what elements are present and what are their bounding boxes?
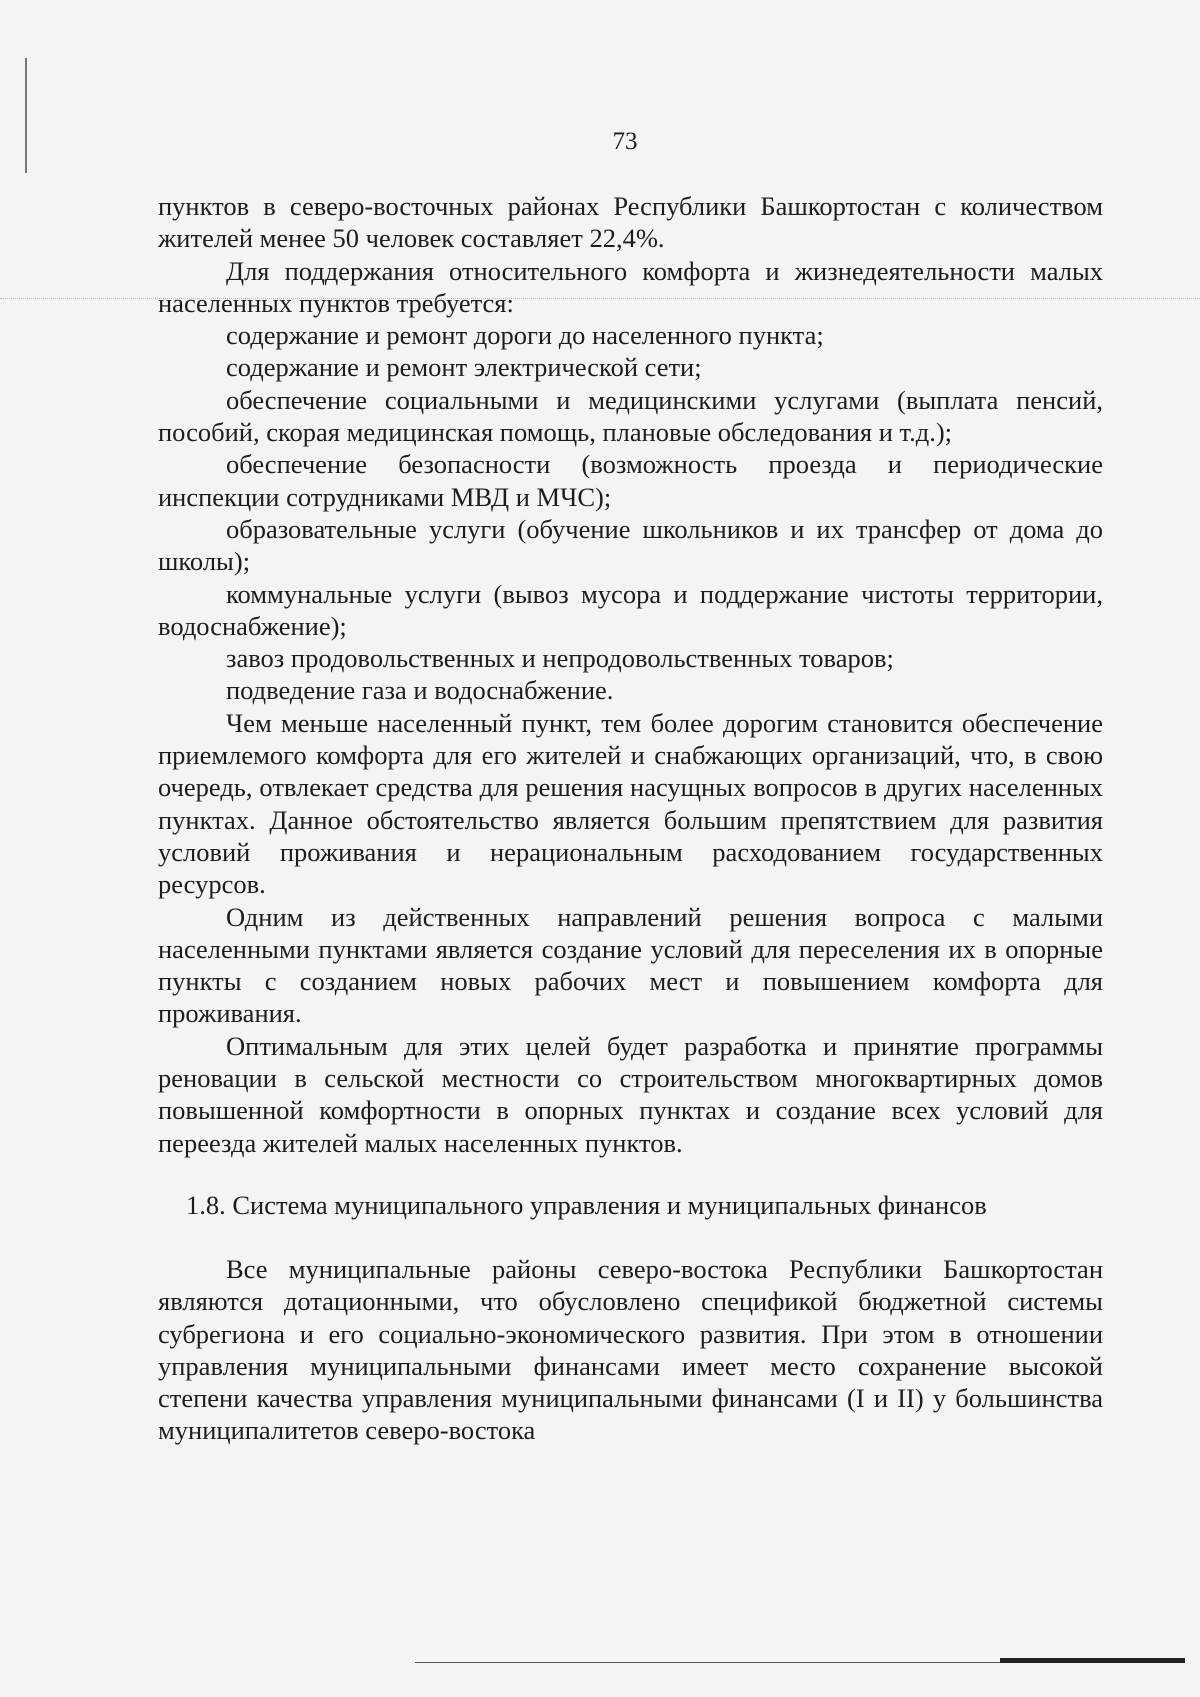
section-heading: 1.8. Система муниципального управления и муниципальных финансов	[186, 1189, 987, 1220]
footer-rule-thin	[415, 1662, 1000, 1663]
paragraph: Чем меньше населенный пункт, тем более дорогим становится обеспечение приемлемого комфорта для его жителей и снабжающих организаций, что, в свою очередь, отвлекает средства для решения насущных вопросов в других населенных пунктах. Данное обстоятельство является большим препятствием для развития условий проживания и нерациональным расходованием государственных ресурсов.	[158, 707, 1103, 900]
paragraphs-after-heading	[158, 1253, 1103, 1447]
paragraph: обеспечение безопасности (возможность проезда и периодические инспекции сотрудниками МВД и МЧС);	[158, 449, 1103, 512]
paragraph: Все муниципальные районы северо-востока Республики Башкортостан являются дотационными, что обусловлено спецификой бюджетной системы субрегиона и его социально-экономического развития. При этом в отношении управления муниципальными финансами имеет место сохранение высокой степени качества управления муниципальными финансами (I и II) у большинства муниципалитетов северо-востока	[158, 1253, 1103, 1446]
paragraph: содержание и ремонт электрической сети;	[226, 352, 702, 383]
document-body	[158, 190, 1103, 1447]
footer-rule-thick	[1000, 1658, 1185, 1663]
paragraph: содержание и ремонт дороги до населенного пункта;	[226, 320, 824, 351]
paragraph: завоз продовольственных и непродовольственных товаров;	[226, 643, 894, 674]
paragraph: пунктов в северо-восточных районах Республики Башкортостан с количеством жителей менее 50 человек составляет 22,4%.	[158, 191, 1103, 254]
paragraph: коммунальные услуги (вывоз мусора и поддержание чистоты территории, водоснабжение);	[158, 578, 1103, 641]
paragraph: обеспечение социальными и медицинскими услугами (выплата пенсий, пособий, скорая медицинская помощь, плановые обследования и т.д.);	[158, 384, 1103, 448]
page-number: 73	[612, 128, 638, 155]
paragraph: Одним из действенных направлений решения вопроса с малыми населенными пунктами является создание условий для переселения их в опорные пункты с созданием новых рабочих мест и повышением комфорта для проживания.	[158, 901, 1103, 1029]
paragraph: Для поддержания относительного комфорта и жизнедеятельности малых населенных пунктов требуется:	[158, 255, 1103, 318]
paragraph: Оптимальным для этих целей будет разработка и принятие программы реновации в сельской местности со строительством многоквартирных домов повышенной комфортности в опорных пунктах и создание всех условий для переезда жителей малых населенных пунктов.	[158, 1030, 1103, 1158]
paragraphs-before-heading	[158, 190, 1103, 1159]
paragraph: подведение газа и водоснабжение.	[226, 675, 614, 706]
paragraph: образовательные услуги (обучение школьников и их трансфер от дома до школы);	[158, 513, 1103, 577]
